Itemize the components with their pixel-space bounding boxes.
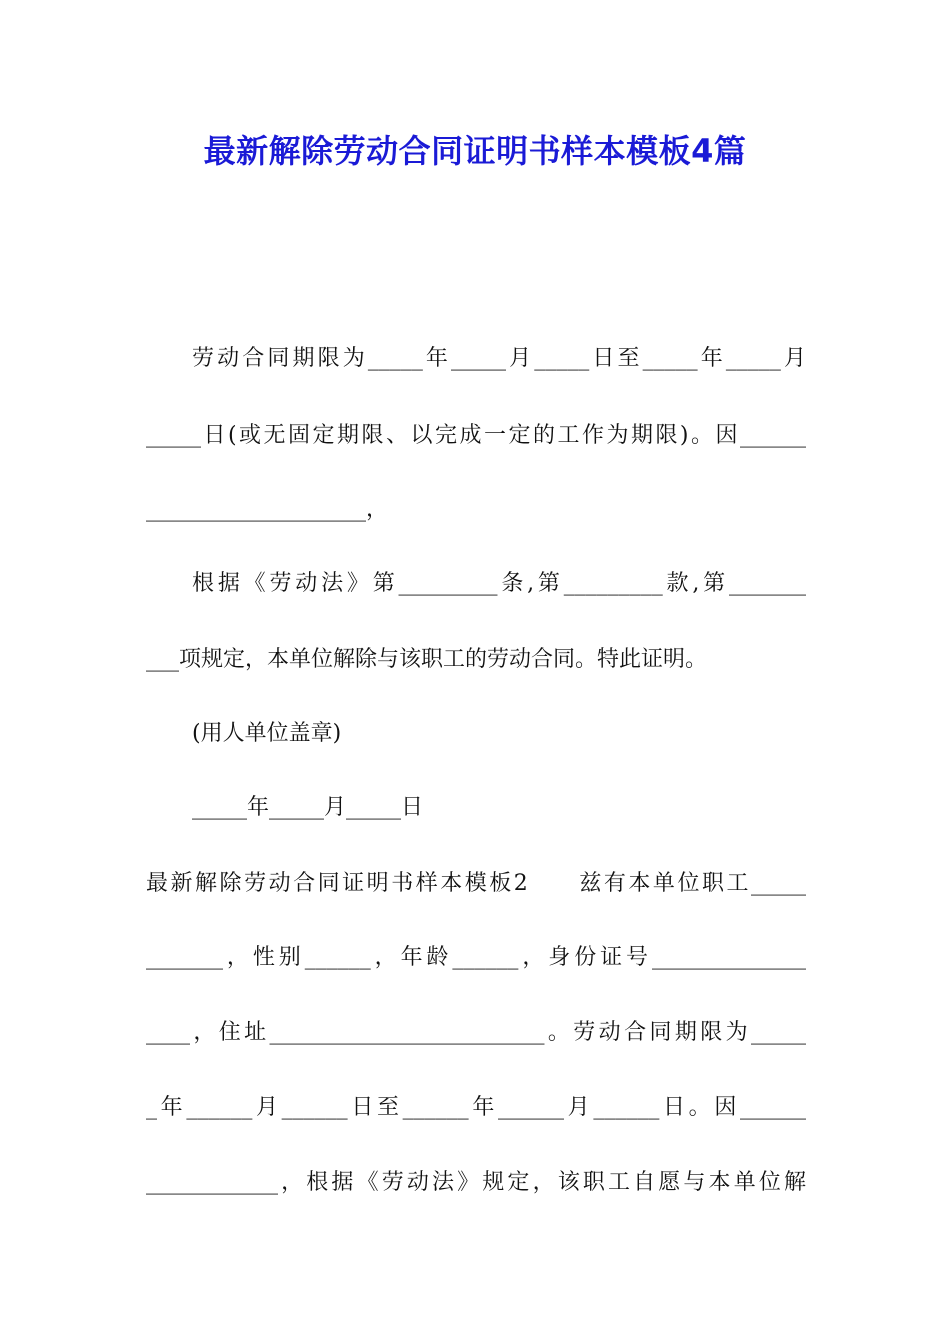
paragraph-line: _______，性别______，年龄______，身份证号______________: [146, 945, 806, 970]
paragraph-line: 劳动合同期限为_____年_____月_____日至_____年_____月: [192, 346, 806, 371]
seal-line: (用人单位盖章): [192, 721, 342, 746]
paragraph-line: 根据《劳动法》第_________条,第_________款,第_______: [192, 571, 806, 596]
paragraph-line: 最新解除劳动合同证明书样本模板2 兹有本单位职工_____: [146, 871, 806, 896]
document-title: 最新解除劳动合同证明书样本模板4篇: [203, 132, 747, 170]
paragraph-line: ____，住址_________________________。劳动合同期限为_____: [146, 1020, 806, 1045]
paragraph-line: _____日(或无固定期限、以完成一定的工作为期限)。因______: [146, 423, 806, 448]
paragraph-line: _年______月______日至______年______月______日。因______: [146, 1095, 806, 1120]
paragraph-line: ___项规定，本单位解除与该职工的劳动合同。特此证明。: [146, 647, 708, 672]
date-line: _____年_____月_____日: [192, 795, 424, 820]
paragraph-line: ____________________，: [146, 497, 389, 522]
paragraph-line: ____________，根据《劳动法》规定，该职工自愿与本单位解: [146, 1170, 806, 1195]
